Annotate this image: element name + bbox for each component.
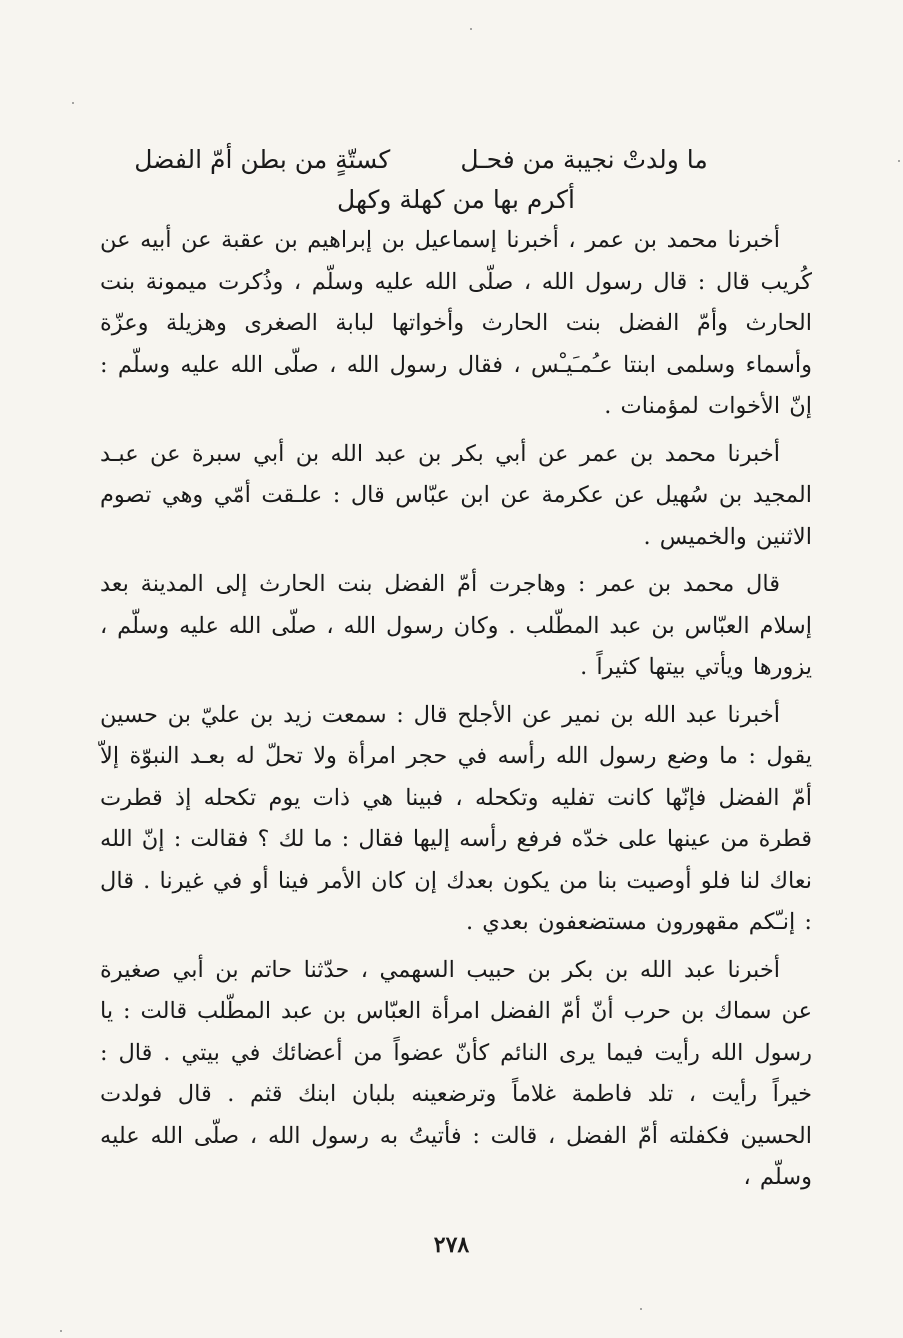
scan-speck bbox=[72, 102, 74, 104]
poem-verse bbox=[100, 140, 812, 220]
verse-line-1 bbox=[100, 140, 742, 180]
paragraph-1: أخبرنا محمد بن عمر ، أخبرنا إسماعيل بن إبراهيم بن عقبة عن أبيه عن كُريب قال : قال رسول الله ، صلّى الله عليه وسلّم ، وذُكرت ميمونة بنت الحارث وأمّ الفضل بنت الحارث وأخواتها لبابة الصغرى وهزيلة وعزّة وأسماء وسلمى ابنتا عـُمـَيـْس ، فقال رسول الله ، صلّى الله عليه وسلّم : إنّ الأخوات لمؤمنات . bbox=[100, 227, 812, 419]
scan-speck bbox=[60, 1330, 62, 1332]
verse-line-2: أكرم بها من كهلة وكهل bbox=[337, 185, 575, 214]
page-number: ٢٧٨ bbox=[433, 1232, 470, 1258]
paragraph-2: أخبرنا محمد بن عمر عن أبي بكر بن عبد الله بن أبي سبرة عن عبـد المجيد بن سُهيل عن عكرمة عن ابن عبّاس قال : علـقت أمّي وهي تصوم الاثنين والخميس . bbox=[100, 440, 813, 550]
paragraph-4: أخبرنا عبد الله بن نمير عن الأجلح قال : سمعت زيد بن عليّ بن حسين يقول : ما وضع رسول الله رأسه في حجر امرأة ولا تحلّ له بعـد النبوّة إلاّ أمّ الفضل فإنّها كانت تفليه وتكحله ، فبينا هي ذات يوم تكحله إذ قطرت قطرة من عينها على خدّه فرفع رأسه إليها فقال : ما لك ؟ فقالت : إنّ الله نعاك لنا فلو أوصيت بنا من يكون بعدك إن كان الأمر فينا أو في غيرنا . قال : إنـّكم مقهورون مستضعفون بعدي . bbox=[100, 701, 812, 935]
scan-speck bbox=[640, 1308, 642, 1310]
scan-speck bbox=[470, 28, 472, 30]
scan-speck bbox=[898, 160, 900, 162]
page-content bbox=[100, 140, 812, 1205]
paragraph-5: أخبرنا عبد الله بن بكر بن حبيب السهمي ، حدّثنا حاتم بن أبي صغيرة عن سماك بن حرب أنّ أمّ الفضل امرأة العبّاس بن عبد المطّلب قالت : يا رسول الله رأيت فيما يرى النائم كأنّ عضواً من أعضائك في بيتي . قال : خيراً رأيت ، تلد فاطمة غلاماً وترضعينه بلبان ابنك قثم . قال فولدت الحسين فكفلته أمّ الفضل ، قالت : فأتيتُ به رسول الله ، صلّى الله عليه وسلّم ، bbox=[100, 956, 812, 1190]
verse-hemistich-left: كستّةٍ من بطن أمّ الفضل bbox=[134, 145, 391, 174]
paragraph-3: قال محمد بن عمر : وهاجرت أمّ الفضل بنت الحارث إلى المدينة بعد إسلام العبّاس بن عبد المطّلب . وكان رسول الله ، صلّى الله عليه وسلّم ، يزورها ويأتي بيتها كثيراً . bbox=[100, 571, 812, 680]
verse-hemistich-right: ما ولدتْ نجيبة من فحـل bbox=[460, 145, 708, 174]
